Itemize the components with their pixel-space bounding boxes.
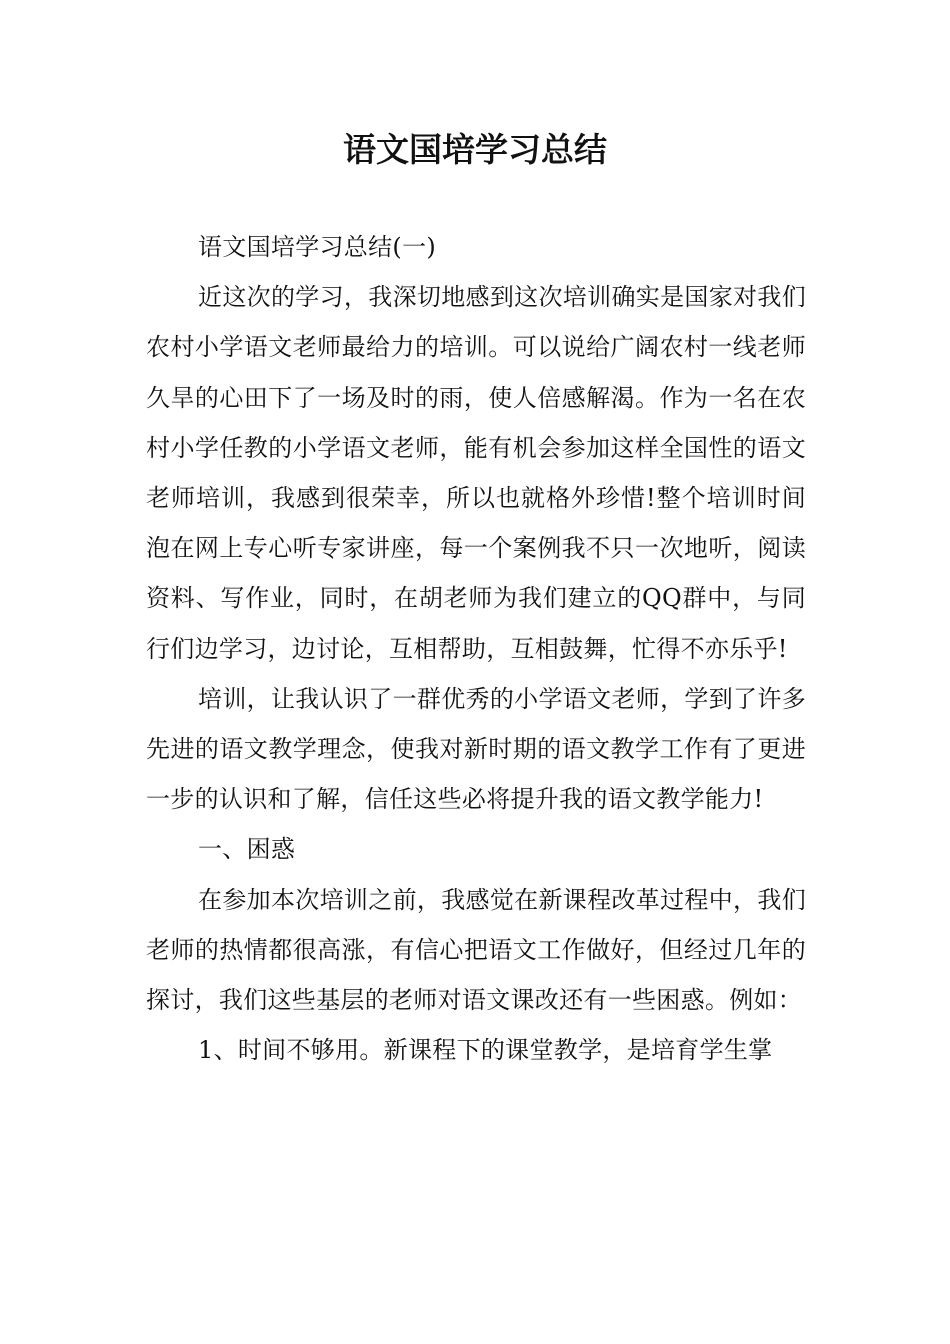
paragraph-4: 1、时间不够用。新课程下的课堂教学，是培育学生掌 [198, 1036, 773, 1065]
document-title: 语文国培学习总结 [343, 130, 607, 169]
section-heading: 一、困惑 [198, 835, 296, 864]
paragraph-1: 近这次的学习，我深切地感到这次培训确实是国家对我们农村小学语文老师最给力的培训。可以说给广阔农村一线老师久旱的心田下了一场及时的雨，使人倍感解渴。作为一名在农村小学任教的小学语文老师，能有机会参加这样全国性的语文老师培训，我感到很荣幸，所以也就格外珍惜!整个培训时间泡在网上专心听专家讲座，每一个案例我不只一次地听，阅读资料、写作业，同时，在胡老师为我们建立的QQ群中，与同行们边学习，边讨论，互相帮助，互相鼓舞，忙得不亦乐乎! [146, 283, 806, 663]
paragraph-subtitle: 语文国培学习总结(一) [198, 233, 437, 261]
document-body [146, 222, 806, 1075]
paragraph-2: 培训，让我认识了一群优秀的小学语文老师，学到了许多先进的语文教学理念，使我对新时期的语文教学工作有了更进一步的认识和了解，信任这些必将提升我的语文教学能力! [146, 684, 806, 814]
paragraph-3: 在参加本次培训之前，我感觉在新课程改革过程中，我们老师的热情都很高涨，有信心把语文工作做好，但经过几年的探讨，我们这些基层的老师对语文课改还有一些困惑。例如： [146, 885, 806, 1015]
